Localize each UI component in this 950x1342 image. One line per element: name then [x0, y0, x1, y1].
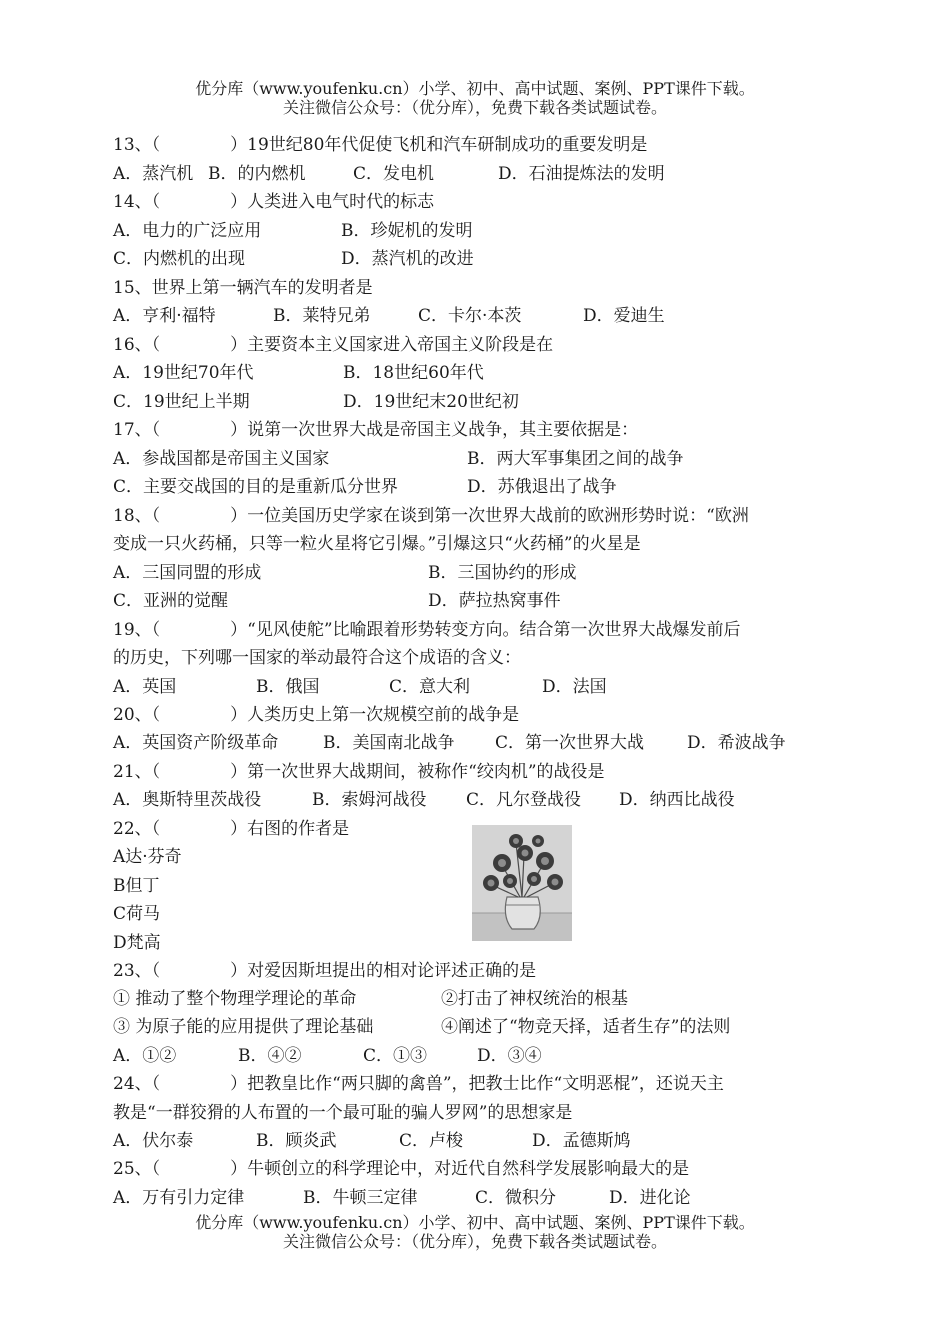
question-text-continued: 的历史，下列哪一国家的举动最符合这个成语的含义： — [113, 648, 521, 668]
question-19 — [113, 616, 741, 644]
option-c: C．凡尔登战役 — [466, 790, 582, 810]
option-b: B．的内燃机 — [208, 164, 306, 184]
question-17-options-row-1 — [113, 445, 684, 473]
question-number: 18、（ — [113, 506, 161, 526]
blank-close: ） — [230, 192, 248, 212]
question-22 — [113, 815, 349, 843]
option-d: D．石油提炼法的发明 — [498, 164, 665, 184]
option-b: B．④② — [238, 1046, 302, 1066]
option-b: B．莱特兄弟 — [273, 306, 371, 326]
question-14-options-row-1 — [113, 217, 473, 245]
statement-1: ① 推动了整个物理学理论的革命 — [113, 989, 357, 1009]
question-13 — [113, 131, 647, 159]
blank-close: ） — [230, 506, 248, 526]
option-c: C．发电机 — [353, 164, 435, 184]
question-21 — [113, 758, 605, 786]
blank-close: ） — [230, 620, 248, 640]
option-b: B．珍妮机的发明 — [341, 221, 473, 241]
blank-close: ） — [230, 961, 248, 981]
option-b: B．牛顿三定律 — [303, 1188, 418, 1208]
question-22-option-a: A达·芬奇 — [113, 847, 182, 867]
question-15-options — [113, 302, 665, 330]
question-17 — [113, 416, 638, 444]
option-c: C．①③ — [363, 1046, 428, 1066]
option-b: B．美国南北战争 — [323, 733, 455, 753]
option-d: D．希波战争 — [687, 733, 786, 753]
option-a: A．奥斯特里茨战役 — [113, 790, 262, 810]
question-number: 22、（ — [113, 819, 161, 839]
question-text-continued: 教是“一群狡猾的人布置的一个最可耻的骗人罗网”的思想家是 — [113, 1103, 573, 1123]
option-c: C．第一次世界大战 — [495, 733, 645, 753]
question-18-continued — [113, 530, 641, 558]
option-c: C．内燃机的出现 — [113, 249, 246, 269]
option-c: C．卢梭 — [399, 1131, 464, 1151]
option-d: D．蒸汽机的改进 — [341, 249, 474, 269]
question-text: “见风使舵”比喻跟着形势转变方向。结合第一次世界大战爆发前后 — [247, 620, 741, 640]
question-25 — [113, 1155, 689, 1183]
question-23 — [113, 957, 536, 985]
question-number: 23、（ — [113, 961, 161, 981]
question-number: 21、（ — [113, 762, 161, 782]
question-20 — [113, 701, 519, 729]
option-b: B．18世纪60年代 — [343, 363, 484, 383]
question-text: 19世纪80年代促使飞机和汽车研制成功的重要发明是 — [247, 135, 648, 155]
blank-close: ） — [230, 420, 248, 440]
blank-close: ） — [230, 1159, 248, 1179]
option-a: A．英国 — [113, 677, 177, 697]
blank-close: ） — [230, 135, 248, 155]
option-c: C．卡尔·本茨 — [418, 306, 522, 326]
option-b: B．两大军事集团之间的战争 — [467, 449, 684, 469]
question-number: 25、（ — [113, 1159, 161, 1179]
option-a: A．三国同盟的形成 — [113, 563, 262, 583]
blank-close: ） — [230, 762, 248, 782]
option-b: B．三国协约的形成 — [428, 563, 577, 583]
question-23-options — [113, 1042, 542, 1070]
option-d: D．法国 — [542, 677, 607, 697]
option-a: A．蒸汽机 — [113, 164, 194, 184]
blank-close: ） — [230, 335, 248, 355]
question-text: 把教皇比作“两只脚的禽兽”，把教士比作“文明恶棍”，还说天主 — [247, 1074, 724, 1094]
question-24 — [113, 1070, 724, 1098]
question-25-options — [113, 1184, 691, 1212]
question-16-options-row-2 — [113, 388, 519, 416]
question-22-option-c: C荷马 — [113, 904, 161, 924]
option-c: C．亚洲的觉醒 — [113, 591, 229, 611]
question-number: 24、（ — [113, 1074, 161, 1094]
question-number: 14、（ — [113, 192, 161, 212]
option-a: A．英国资产阶级革命 — [113, 733, 279, 753]
question-21-options — [113, 786, 735, 814]
question-15 — [113, 274, 373, 302]
option-b: B．俄国 — [256, 677, 320, 697]
question-text: 说第一次世界大战是帝国主义战争，其主要依据是： — [247, 420, 639, 440]
option-a: A．电力的广泛应用 — [113, 221, 262, 241]
footer-line-2: 关注微信公众号：（优分库），免费下载各类试题试卷。 — [282, 1232, 667, 1251]
question-number: 17、（ — [113, 420, 161, 440]
question-19-continued — [113, 644, 521, 672]
question-text: 牛顿创立的科学理论中，对近代自然科学发展影响最大的是 — [247, 1159, 690, 1179]
question-number: 13、（ — [113, 135, 161, 155]
option-d: D．苏俄退出了战争 — [467, 477, 617, 497]
blank-close: ） — [230, 819, 248, 839]
question-text: 人类进入电气时代的标志 — [247, 192, 435, 212]
option-d: D．萨拉热窝事件 — [428, 591, 561, 611]
question-22-option-b: B但丁 — [113, 876, 160, 896]
question-16 — [113, 331, 553, 359]
option-d: D．纳西比战役 — [619, 790, 735, 810]
statement-3: ③ 为原子能的应用提供了理论基础 — [113, 1017, 374, 1037]
question-text-continued: 变成一只火药桶，只等一粒火星将它引爆。”引爆这只“火药桶”的火星是 — [113, 534, 641, 554]
question-13-options — [113, 160, 665, 188]
option-b: B．索姆河战役 — [312, 790, 427, 810]
statement-2: ②打击了神权统治的根基 — [441, 989, 628, 1009]
question-16-options-row-1 — [113, 359, 484, 387]
blank-close: ） — [230, 705, 248, 725]
header-line-2: 关注微信公众号：（优分库），免费下载各类试题试卷。 — [282, 98, 667, 117]
option-a: A．伏尔泰 — [113, 1131, 194, 1151]
option-a: A．19世纪70年代 — [113, 363, 254, 383]
question-23-items-row-1 — [113, 985, 628, 1013]
question-18-options-row-2 — [113, 587, 561, 615]
statement-4: ④阐述了“物竞天择，适者生存”的法则 — [441, 1017, 731, 1037]
option-c: C．主要交战国的目的是重新瓜分世界 — [113, 477, 399, 497]
question-text: 人类历史上第一次规模空前的战争是 — [247, 705, 520, 725]
question-17-options-row-2 — [113, 473, 617, 501]
question-text: 第一次世界大战期间，被称作“绞肉机”的战役是 — [247, 762, 605, 782]
option-c: C．意大利 — [389, 677, 471, 697]
option-d: D．爱迪生 — [583, 306, 665, 326]
question-text: 主要资本主义国家进入帝国主义阶段是在 — [247, 335, 554, 355]
question-14-options-row-2 — [113, 245, 474, 273]
question-number: 16、（ — [113, 335, 161, 355]
question-22-option-d: D梵高 — [113, 933, 161, 953]
question-23-items-row-2 — [113, 1013, 730, 1041]
question-number: 20、（ — [113, 705, 161, 725]
question-20-options — [113, 729, 786, 757]
option-c: C．微积分 — [475, 1188, 557, 1208]
question-24-continued — [113, 1099, 572, 1127]
question-number: 19、（ — [113, 620, 161, 640]
sunflowers-painting-icon — [472, 825, 572, 941]
question-14 — [113, 188, 434, 216]
question-18 — [113, 502, 749, 530]
option-b: B．顾炎武 — [256, 1131, 337, 1151]
question-text: 右图的作者是 — [247, 819, 350, 839]
question-24-options — [113, 1127, 631, 1155]
question-18-options-row-1 — [113, 559, 577, 587]
option-a: A．①② — [113, 1046, 177, 1066]
option-a: A．万有引力定律 — [113, 1188, 245, 1208]
sunflowers-painting-image — [472, 825, 572, 941]
question-text: 对爱因斯坦提出的相对论评述正确的是 — [247, 961, 537, 981]
question-19-options — [113, 673, 607, 701]
option-a: A．参战国都是帝国主义国家 — [113, 449, 330, 469]
option-d: D．③④ — [477, 1046, 542, 1066]
header-line-1: 优分库（www.youfenku.cn）小学、初中、高中试题、案例、PPT课件下载。 — [195, 79, 755, 98]
footer-line-1: 优分库（www.youfenku.cn）小学、初中、高中试题、案例、PPT课件下载。 — [195, 1213, 755, 1232]
option-d: D．孟德斯鸠 — [532, 1131, 631, 1151]
option-c: C．19世纪上半期 — [113, 392, 250, 412]
option-d: D．进化论 — [609, 1188, 691, 1208]
question-text: 一位美国历史学家在谈到第一次世界大战前的欧洲形势时说：“欧洲 — [247, 506, 749, 526]
question-text: 15、世界上第一辆汽车的发明者是 — [113, 278, 373, 298]
blank-close: ） — [230, 1074, 248, 1094]
option-d: D．19世纪末20世纪初 — [343, 392, 519, 412]
option-a: A．亨利·福特 — [113, 306, 216, 326]
